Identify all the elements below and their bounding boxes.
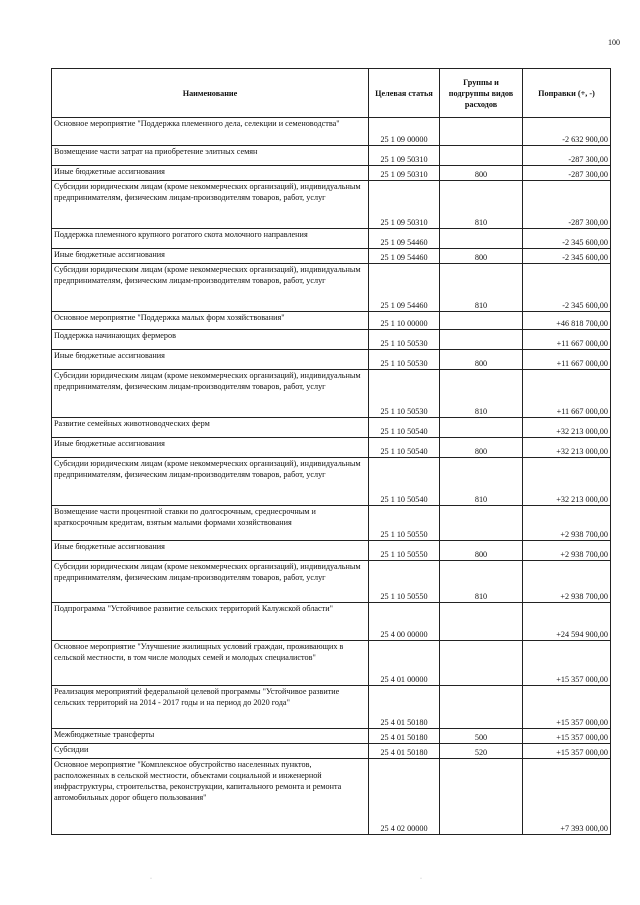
row-name: Подпрограмма "Устойчивое развитие сельских территорий Калужской области"	[52, 603, 369, 641]
table-row	[52, 759, 611, 835]
row-name: Субсидии юридическим лицам (кроме некоммерческих организаций), индивидуальным предпринимателям, физическим лицам-производителям товаров, работ, услуг	[52, 181, 369, 229]
row-name: Межбюджетные трансферты	[52, 729, 369, 744]
row-name: Поддержка племенного крупного рогатого скота молочного направления	[52, 229, 369, 249]
row-target-article: 25 1 09 54460	[369, 264, 440, 312]
row-amendment: -2 345 600,00	[523, 229, 611, 249]
row-target-article: 25 1 10 50550	[369, 541, 440, 561]
row-name: Развитие семейных животноводческих ферм	[52, 418, 369, 438]
table-row	[52, 729, 611, 744]
row-expense-group	[440, 418, 523, 438]
row-target-article: 25 1 09 00000	[369, 118, 440, 146]
row-name: Субсидии юридическим лицам (кроме некоммерческих организаций), индивидуальным предпринимателям, физическим лицам-производителям товаров, работ, услуг	[52, 561, 369, 603]
row-expense-group: 810	[440, 561, 523, 603]
header-name: Наименование	[52, 69, 369, 118]
table-row	[52, 418, 611, 438]
row-name: Субсидии юридическим лицам (кроме некоммерческих организаций), индивидуальным предпринимателям, физическим лицам-производителям товаров, работ, услуг	[52, 264, 369, 312]
row-target-article: 25 1 09 50310	[369, 181, 440, 229]
row-expense-group	[440, 506, 523, 541]
row-target-article: 25 4 00 00000	[369, 603, 440, 641]
row-target-article: 25 1 09 50310	[369, 166, 440, 181]
row-expense-group: 810	[440, 181, 523, 229]
row-expense-group	[440, 686, 523, 729]
table-header-row	[52, 69, 611, 118]
row-expense-group: 800	[440, 350, 523, 370]
row-target-article: 25 1 10 00000	[369, 312, 440, 330]
row-expense-group: 810	[440, 264, 523, 312]
scan-speck: ·	[150, 876, 152, 882]
row-name: Субсидии	[52, 744, 369, 759]
row-expense-group: 800	[440, 249, 523, 264]
row-amendment: -287 300,00	[523, 166, 611, 181]
row-name: Основное мероприятие "Поддержка малых форм хозяйствования"	[52, 312, 369, 330]
table-row	[52, 686, 611, 729]
scan-speck: ·	[420, 876, 422, 882]
table-row	[52, 458, 611, 506]
row-name: Иные бюджетные ассигнования	[52, 166, 369, 181]
row-expense-group: 500	[440, 729, 523, 744]
header-amendments: Поправки (+, -)	[523, 69, 611, 118]
row-expense-group: 810	[440, 458, 523, 506]
row-target-article: 25 1 10 50530	[369, 370, 440, 418]
row-amendment: -287 300,00	[523, 181, 611, 229]
row-name: Иные бюджетные ассигнования	[52, 541, 369, 561]
row-name: Основное мероприятие "Поддержка племенного дела, селекции и семеноводства"	[52, 118, 369, 146]
table-row	[52, 744, 611, 759]
row-target-article: 25 1 10 50550	[369, 561, 440, 603]
row-target-article: 25 1 09 50310	[369, 146, 440, 166]
row-expense-group: 800	[440, 438, 523, 458]
table-row	[52, 312, 611, 330]
table-row	[52, 541, 611, 561]
row-expense-group	[440, 312, 523, 330]
row-expense-group	[440, 146, 523, 166]
row-amendment: +7 393 000,00	[523, 759, 611, 835]
row-name: Иные бюджетные ассигнования	[52, 249, 369, 264]
table-row	[52, 438, 611, 458]
row-name: Возмещение части процентной ставки по долгосрочным, среднесрочным и краткосрочным кредитам, взятым малыми формами хозяйствования	[52, 506, 369, 541]
row-target-article: 25 4 01 50180	[369, 729, 440, 744]
row-name: Реализация мероприятий федеральной целевой программы "Устойчивое развитие сельских территорий на 2014 - 2017 годы и на период до 2020 года"	[52, 686, 369, 729]
table-body	[52, 118, 611, 835]
row-amendment: -2 345 600,00	[523, 249, 611, 264]
table-row	[52, 166, 611, 181]
table-row	[52, 264, 611, 312]
row-target-article: 25 4 01 50180	[369, 744, 440, 759]
row-expense-group	[440, 330, 523, 350]
row-name: Иные бюджетные ассигнования	[52, 350, 369, 370]
row-amendment: +2 938 700,00	[523, 506, 611, 541]
row-target-article: 25 1 10 50530	[369, 350, 440, 370]
row-amendment: +2 938 700,00	[523, 561, 611, 603]
row-amendment: -2 345 600,00	[523, 264, 611, 312]
row-name: Поддержка начинающих фермеров	[52, 330, 369, 350]
row-name: Возмещение части затрат на приобретение элитных семян	[52, 146, 369, 166]
row-target-article: 25 4 01 50180	[369, 686, 440, 729]
header-expense-groups: Группы и подгруппы видов расходов	[440, 69, 523, 118]
row-amendment: +11 667 000,00	[523, 330, 611, 350]
row-target-article: 25 1 10 50540	[369, 418, 440, 438]
row-amendment: +15 357 000,00	[523, 641, 611, 686]
row-amendment: +15 357 000,00	[523, 686, 611, 729]
row-target-article: 25 1 09 54460	[369, 229, 440, 249]
table-row	[52, 370, 611, 418]
page-number: 100	[608, 38, 620, 47]
row-amendment: +32 213 000,00	[523, 458, 611, 506]
row-amendment: +2 938 700,00	[523, 541, 611, 561]
table-row	[52, 330, 611, 350]
row-expense-group	[440, 229, 523, 249]
row-name: Иные бюджетные ассигнования	[52, 438, 369, 458]
row-expense-group: 800	[440, 541, 523, 561]
table-row	[52, 350, 611, 370]
row-amendment: -2 632 900,00	[523, 118, 611, 146]
row-target-article: 25 1 09 54460	[369, 249, 440, 264]
table-row	[52, 229, 611, 249]
row-amendment: +24 594 900,00	[523, 603, 611, 641]
header-target-article: Целевая статья	[369, 69, 440, 118]
row-expense-group: 800	[440, 166, 523, 181]
row-expense-group: 810	[440, 370, 523, 418]
row-target-article: 25 1 10 50530	[369, 330, 440, 350]
table-row	[52, 118, 611, 146]
row-target-article: 25 1 10 50550	[369, 506, 440, 541]
row-target-article: 25 4 02 00000	[369, 759, 440, 835]
table-row	[52, 181, 611, 229]
row-expense-group	[440, 118, 523, 146]
row-amendment: +32 213 000,00	[523, 418, 611, 438]
row-name: Основное мероприятие "Комплексное обустройство населенных пунктов, расположенных в сельской местности, объектами социальной и инженерной инфраструктуры, строительства, реконструкции, капитального ремонта и ремонта автомобильных дорог общего пользования"	[52, 759, 369, 835]
row-name: Субсидии юридическим лицам (кроме некоммерческих организаций), индивидуальным предпринимателям, физическим лицам-производителям товаров, работ, услуг	[52, 370, 369, 418]
table-row	[52, 561, 611, 603]
row-target-article: 25 1 10 50540	[369, 458, 440, 506]
row-target-article: 25 4 01 00000	[369, 641, 440, 686]
row-name: Субсидии юридическим лицам (кроме некоммерческих организаций), индивидуальным предпринимателям, физическим лицам-производителям товаров, работ, услуг	[52, 458, 369, 506]
row-expense-group	[440, 603, 523, 641]
row-amendment: +11 667 000,00	[523, 370, 611, 418]
row-expense-group: 520	[440, 744, 523, 759]
row-expense-group	[440, 759, 523, 835]
table-row	[52, 249, 611, 264]
table-row	[52, 641, 611, 686]
row-amendment: +15 357 000,00	[523, 744, 611, 759]
table-row	[52, 146, 611, 166]
row-target-article: 25 1 10 50540	[369, 438, 440, 458]
row-expense-group	[440, 641, 523, 686]
row-name: Основное мероприятие "Улучшение жилищных условий граждан, проживающих в сельской местности, в том числе молодых семей и молодых специалистов"	[52, 641, 369, 686]
row-amendment: +46 818 700,00	[523, 312, 611, 330]
budget-amendments-table	[51, 68, 611, 835]
table-row	[52, 603, 611, 641]
row-amendment: +15 357 000,00	[523, 729, 611, 744]
row-amendment: -287 300,00	[523, 146, 611, 166]
row-amendment: +32 213 000,00	[523, 438, 611, 458]
table-row	[52, 506, 611, 541]
row-amendment: +11 667 000,00	[523, 350, 611, 370]
